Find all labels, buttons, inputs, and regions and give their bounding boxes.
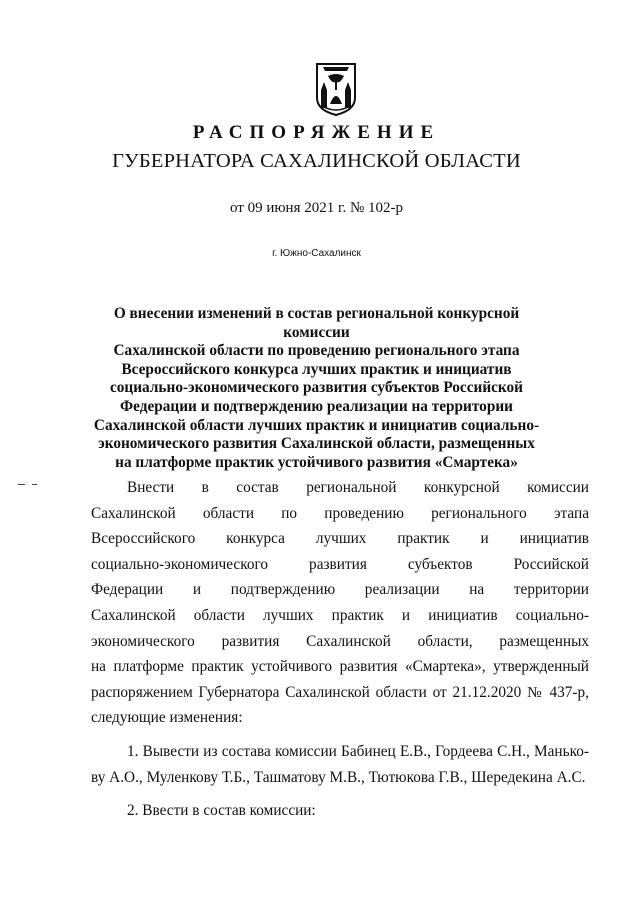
- subject-line: социально-экономического развития субъектов Российской: [109, 379, 523, 397]
- body-line: Федерации и подтверждению реализации на территории: [91, 581, 589, 599]
- body-line: распоряжением Губернатора Сахалинской области от 21.12.2020 № 437-р,: [91, 683, 589, 701]
- subject-line: О внесении изменений в состав региональной конкурсной комиссии: [113, 305, 520, 341]
- subject-line: Федерации и подтверждению реализации на территории: [120, 397, 513, 415]
- body-line: следующие изменения:: [91, 709, 243, 727]
- document-issuer: ГУБЕРНАТОРА САХАЛИНСКОЙ ОБЛАСТИ: [112, 150, 521, 172]
- body-line: социально-экономического развития субъектов Российской: [91, 555, 589, 573]
- item-1-line: ву А.О., Муленкову Т.Б., Ташматову М.В., Тютюкова Г.В., Шередекина А.С.: [91, 768, 586, 786]
- body-line: на платформе практик устойчивого развития «Смартека», утвержденный: [91, 658, 589, 676]
- body-line: Сахалинской области лучших практик и инициатив социально-: [91, 606, 589, 624]
- body-line: Сахалинской области по проведению регионального этапа: [91, 504, 589, 522]
- subject-line: Сахалинской области по проведению регионального этапа: [113, 342, 520, 360]
- subject-line: Сахалинской области лучших практик и инициатив социально-: [93, 416, 540, 434]
- subject-line: на платформе практик устойчивого развития «Смартека»: [115, 453, 518, 471]
- document-date-number: от 09 июня 2021 г. № 102-р: [229, 200, 404, 216]
- document-title: РАСПОРЯЖЕНИЕ: [192, 122, 441, 143]
- item-1-line: 1. Вывести из состава комиссии Бабинец Е.В., Гордеева С.Н., Манько-: [127, 742, 589, 760]
- subject-line: экономического развития Сахалинской области, размещенных: [98, 435, 535, 453]
- document-body: [91, 475, 589, 824]
- body-line: экономического развития Сахалинской области, размещенных: [91, 632, 589, 650]
- item-2-line: 2. Ввести в состав комиссии:: [127, 802, 316, 820]
- body-line: Внести в состав региональной конкурсной комиссии: [127, 479, 589, 496]
- body-line: Всероссийского конкурса лучших практик и инициатив: [91, 530, 589, 548]
- margin-mark: [32, 484, 37, 485]
- sakhalin-coat-of-arms-icon: [314, 60, 358, 116]
- subject-line: Всероссийского конкурса лучших практик и инициатив: [121, 360, 512, 378]
- margin-mark: [18, 484, 25, 485]
- document-subject: [90, 305, 543, 472]
- document-city: г. Южно-Сахалинск: [272, 248, 361, 259]
